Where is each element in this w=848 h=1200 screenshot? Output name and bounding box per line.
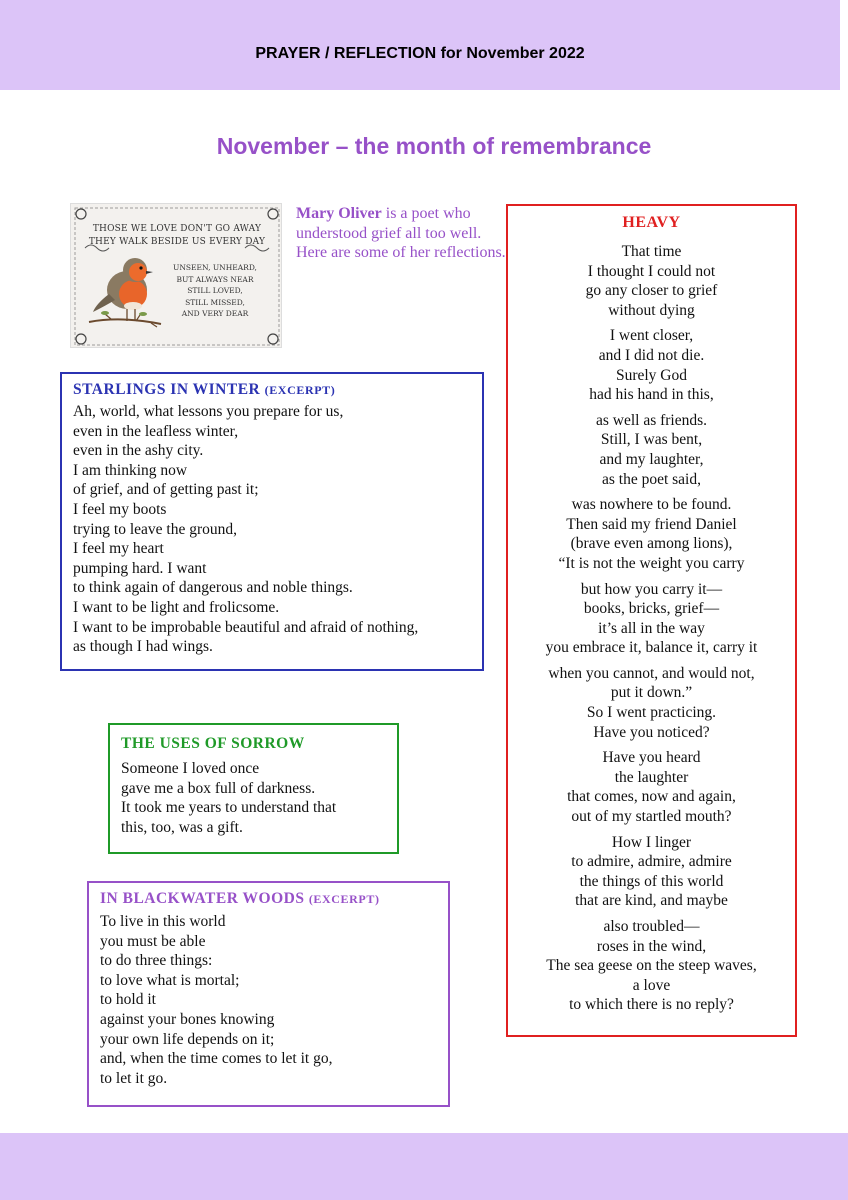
poem-line: go any closer to grief	[585, 282, 718, 300]
poem-line: your own life depends on it;	[100, 1030, 275, 1048]
page-header-title: PRAYER / REFLECTION for November 2022	[255, 45, 585, 62]
poem-line: trying to leave the ground,	[73, 520, 237, 538]
poem-line: roses in the wind,	[596, 937, 707, 955]
poem-title	[73, 381, 471, 399]
poem-line: to love what is mortal;	[100, 971, 240, 989]
poem-title	[100, 890, 437, 908]
poem-line: also troubled—	[603, 918, 700, 935]
poem-line: and I did not die.	[598, 346, 705, 364]
poem-box-sorrow	[108, 723, 399, 854]
poem-line: as though I had wings.	[73, 638, 213, 656]
poem-line: out of my startled mouth?	[571, 808, 732, 826]
poem-line: Have you noticed?	[593, 723, 710, 741]
poem-line: a love	[632, 976, 671, 994]
poem-line: I went closer,	[609, 327, 694, 345]
image-verse-line: STILL MISSED,	[185, 297, 245, 307]
poem-line: Someone I loved once	[121, 760, 260, 777]
poem-stanza	[512, 411, 791, 489]
image-caption-line1: THOSE WE LOVE DON'T GO AWAY	[92, 224, 262, 234]
poem-box-blackwater	[87, 881, 450, 1107]
poem-lines	[73, 402, 471, 657]
poem-line: Still, I was bent,	[600, 431, 703, 449]
robin-image	[70, 203, 282, 348]
poem-line: of grief, and of getting past it;	[73, 481, 259, 499]
poem-line: It took me years to understand that	[121, 799, 337, 817]
poem-stanza	[512, 326, 791, 404]
poem-stanza	[512, 748, 791, 826]
intro-paragraph	[296, 204, 506, 263]
poem-line: without dying	[608, 301, 695, 319]
poem-line: Ah, world, what lessons you prepare for us,	[73, 403, 344, 420]
poem-subtitle: (EXCERPT)	[308, 892, 380, 906]
poem-lines	[100, 912, 437, 1088]
poem-line: as well as friends.	[595, 411, 708, 429]
poem-box-heavy	[506, 204, 797, 1037]
poem-line: So I went practicing.	[586, 704, 717, 722]
poem-line: put it down.”	[610, 684, 693, 702]
image-verse-line: STILL LOVED,	[187, 286, 243, 296]
poem-line: Then said my friend Daniel	[566, 515, 737, 533]
poem-line: (brave even among lions),	[570, 535, 733, 553]
poem-line: was nowhere to be found.	[571, 496, 732, 514]
poem-line: I feel my heart	[73, 540, 164, 558]
poem-box-starlings	[60, 372, 484, 671]
poem-title-text: IN BLACKWATER WOODS	[100, 890, 305, 907]
poem-line: and, when the time comes to let it go,	[100, 1050, 333, 1068]
poem-line: to hold it	[100, 991, 156, 1009]
poem-line: when you cannot, and would not,	[548, 664, 755, 682]
image-caption-line2: THEY WALK BESIDE US EVERY DAY	[88, 237, 266, 247]
poem-line: Surely God	[615, 366, 688, 384]
poem-line: books, bricks, grief—	[583, 600, 720, 618]
poem-line: To live in this world	[100, 913, 226, 930]
poem-line: I thought I could not	[587, 262, 716, 280]
intro-text: is a poet who understood grief all too well. Here are some of her reflections.	[296, 205, 506, 261]
poem-stanza	[512, 664, 791, 742]
poem-line: the things of this world	[579, 872, 724, 890]
poem-line: I want to be light and frolicsome.	[73, 598, 280, 616]
poem-line: even in the ashy city.	[73, 442, 204, 460]
poem-line: That time	[621, 243, 682, 260]
poem-line: you must be able	[100, 932, 206, 950]
poem-line: How I linger	[611, 833, 692, 851]
intro-author-name: Mary Oliver	[296, 205, 382, 222]
poem-line: gave me a box full of darkness.	[121, 779, 316, 797]
poem-line: to which there is no reply?	[569, 996, 734, 1014]
poem-stanza	[512, 580, 791, 658]
poem-stanza	[512, 917, 791, 1015]
poem-line: to do three things:	[100, 952, 213, 970]
poem-line: as the poet said,	[601, 470, 701, 488]
poem-line: to think again of dangerous and noble things.	[73, 579, 353, 597]
page-title: November – the month of remembrance	[216, 133, 652, 159]
poem-line: that are kind, and maybe	[575, 892, 728, 910]
poem-stanza	[512, 495, 791, 573]
poem-title-text: STARLINGS IN WINTER	[73, 381, 261, 398]
image-verse-line: AND VERY DEAR	[181, 309, 249, 319]
poem-line: pumping hard. I want	[73, 559, 207, 577]
poem-title: THE USES OF SORROW	[121, 735, 305, 752]
footer-band	[0, 1133, 848, 1200]
image-verse-line: BUT ALWAYS NEAR	[176, 274, 254, 284]
poem-stanza	[512, 242, 791, 320]
poem-line: this, too, was a gift.	[121, 818, 243, 836]
poem-line: that comes, now and again,	[567, 788, 736, 806]
poem-line: against your bones knowing	[100, 1010, 275, 1028]
image-verse	[169, 262, 261, 320]
poem-line: I am thinking now	[73, 461, 188, 479]
poem-subtitle: (EXCERPT)	[264, 383, 336, 397]
poem-line: had his hand in this,	[589, 386, 714, 404]
poem-line: Have you heard	[602, 749, 701, 767]
poem-line: The sea geese on the steep waves,	[546, 957, 757, 975]
poem-line: but how you carry it—	[580, 580, 723, 598]
poem-line: “It is not the weight you carry	[558, 554, 745, 572]
poem-line: the laughter	[614, 768, 689, 786]
poem-line: to let it go.	[100, 1069, 168, 1087]
poem-line: and my laughter,	[599, 450, 704, 468]
image-verse-line: UNSEEN, UNHEARD,	[173, 263, 257, 272]
poem-line: you embrace it, balance it, carry it	[545, 639, 758, 657]
poem-line: to admire, admire, admire	[571, 853, 732, 871]
poem-lines	[121, 759, 386, 837]
poem-title: HEAVY	[622, 214, 681, 231]
poem-line: it’s all in the way	[598, 619, 705, 637]
poem-line: I feel my boots	[73, 500, 167, 518]
poem-line: even in the leafless winter,	[73, 422, 239, 440]
poem-stanza	[512, 833, 791, 911]
poem-line: I want to be improbable beautiful and afraid of nothing,	[73, 618, 419, 636]
